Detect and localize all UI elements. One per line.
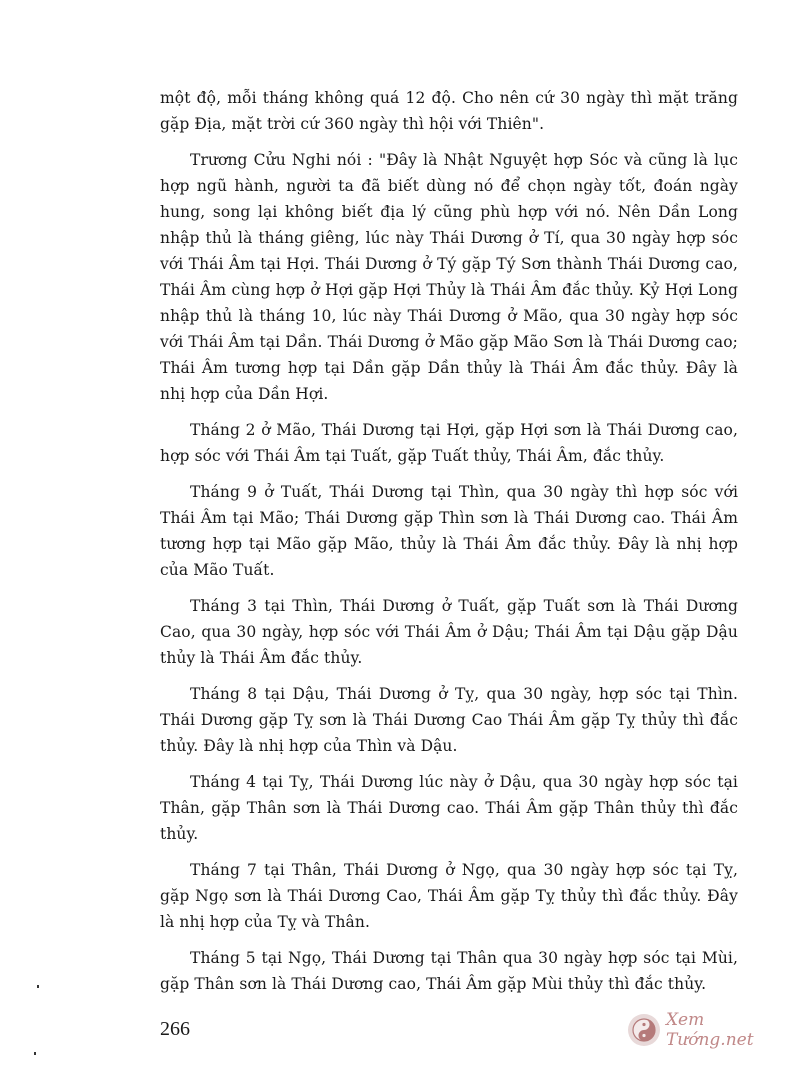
scan-speck	[37, 985, 39, 988]
body-text	[160, 85, 738, 1007]
paragraph-6: Tháng 4 tại Tỵ, Thái Dương lúc này ở Dậu, qua 30 ngày hợp sóc tại Thân, gặp Thân sơn là Thái Dương cao. Thái Âm gặp Thân thủy thì đắc thủy.	[160, 773, 738, 843]
paragraph-1: Trương Cửu Nghi nói : "Đây là Nhật Nguyệt hợp Sóc và cũng là lục hợp ngũ hành, người ta đã biết dùng nó để chọn ngày tốt, đoán ngày hung, song lại không biết địa lý cũng phù hợp với nó. Nên Dần Long nhập thủ là tháng giêng, lúc này Thái Dương ở Tí, qua 30 ngày hợp sóc với Thái Âm tại Hợi. Thái Dương ở Tý gặp Tý Sơn thành Thái Dương cao, Thái Âm cùng hợp ở Hợi gặp Hợi Thủy là Thái Âm đắc thủy. Kỷ Hợi Long nhập thủ là tháng 10, lúc này Thái Dương ở Mão, qua 30 ngày hợp sóc với Thái Âm tại Dần. Thái Dương ở Mão gặp Mão Sơn là Thái Dương cao; Thái Âm tương hợp tại Dần gặp Dần thủy là Thái Âm đắc thủy. Đây là nhị hợp của Dần Hợi.	[160, 151, 738, 403]
watermark-text: Xem Tướng.net	[665, 1010, 754, 1050]
paragraph-7: Tháng 7 tại Thân, Thái Dương ở Ngọ, qua 30 ngày hợp sóc tại Tỵ, gặp Ngọ sơn là Thái Dương Cao, Thái Âm gặp Tỵ thủy thì đắc thủy. Đây là nhị hợp của Tỵ và Thân.	[160, 861, 738, 931]
page-number: 266	[160, 1018, 190, 1040]
paragraph-0: một độ, mỗi tháng không quá 12 độ. Cho nên cứ 30 ngày thì mặt trăng gặp Địa, mặt trời cứ 360 ngày thì hội với Thiên".	[160, 89, 738, 133]
yin-yang-icon	[628, 1014, 660, 1046]
scan-speck	[34, 1052, 36, 1055]
paragraph-5: Tháng 8 tại Dậu, Thái Dương ở Tỵ, qua 30 ngày, hợp sóc tại Thìn. Thái Dương gặp Tỵ sơn là Thái Dương Cao Thái Âm gặp Tỵ thủy thì đắc thủy. Đây là nhị hợp của Thìn và Dậu.	[160, 685, 738, 755]
watermark	[628, 1012, 797, 1048]
paragraph-4: Tháng 3 tại Thìn, Thái Dương ở Tuất, gặp Tuất sơn là Thái Dương Cao, qua 30 ngày, hợp sóc với Thái Âm ở Dậu; Thái Âm tại Dậu gặp Dậu thủy là Thái Âm đắc thủy.	[160, 597, 738, 667]
paragraph-2: Tháng 2 ở Mão, Thái Dương tại Hợi, gặp Hợi sơn là Thái Dương cao, hợp sóc với Thái Âm tại Tuất, gặp Tuất thủy, Thái Âm, đắc thủy.	[160, 421, 738, 465]
paragraph-3: Tháng 9 ở Tuất, Thái Dương tại Thìn, qua 30 ngày thì hợp sóc với Thái Âm tại Mão; Thái Dương gặp Thìn sơn là Thái Dương cao. Thái Âm tương hợp tại Mão gặp Mão, thủy là Thái Âm đắc thủy. Đây là nhị hợp của Mão Tuất.	[160, 483, 738, 579]
paragraph-8: Tháng 5 tại Ngọ, Thái Dương tại Thân qua 30 ngày hợp sóc tại Mùi, gặp Thân sơn là Thái Dương cao, Thái Âm gặp Mùi thủy thì đắc thủy.	[160, 949, 738, 993]
